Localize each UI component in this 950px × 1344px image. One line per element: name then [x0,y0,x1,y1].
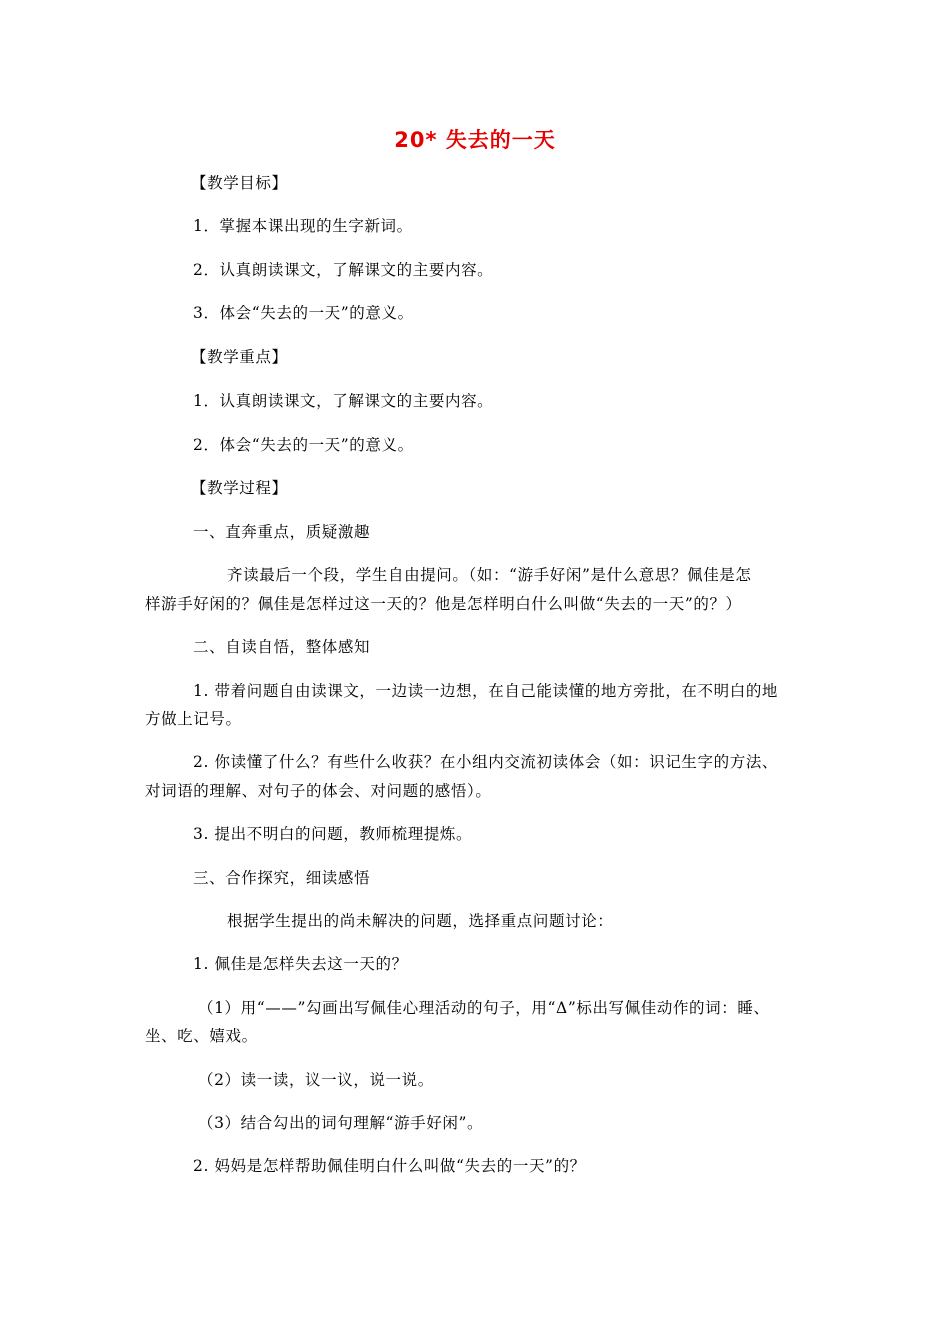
question-item: 2. 妈妈是怎样帮助佩佳明白什么叫做“失去的一天”的？ [193,1157,586,1175]
section-title: 三、合作探究，细读感悟 [193,869,371,887]
question-item: 1. 佩佳是怎样失去这一天的？ [193,955,408,973]
document-title: 20* 失去的一天 [394,128,556,152]
goal-item: 3．体会“失去的一天”的意义。 [193,304,414,322]
list-item-line: 方做上记号。 [145,710,242,728]
list-item-line: 2. 你读懂了什么？有些什么收获？在小组内交流初读体会（如：识记生字的方法、 [193,753,779,771]
list-item-line: 对词语的理解、对句子的体会、对问题的感悟）。 [145,782,492,800]
list-item-line: 1. 带着问题自由读课文，一边读一边想，在自己能读懂的地方旁批，在不明白的地 [193,682,779,700]
paragraph-line: 根据学生提出的尚未解决的问题，选择重点问题讨论： [227,912,614,930]
paragraph-line: 齐读最后一个段，学生自由提问。（如：“游手好闲”是什么意思？佩佳是怎 [227,566,752,584]
goal-item: 1．掌握本课出现的生字新词。 [193,217,413,235]
process-heading: 【教学过程】 [191,479,288,497]
section-title: 一、直奔重点，质疑激趣 [193,523,371,541]
sub-item-line: 坐、吃、嬉戏。 [145,1027,258,1045]
section-title: 二、自读自悟，整体感知 [193,638,371,656]
sub-item-line: （3）结合勾出的词句理解“游手好闲”。 [198,1114,484,1132]
sub-item-line: （2）读一读，议一议，说一说。 [198,1071,434,1089]
goals-heading: 【教学目标】 [191,174,288,192]
paragraph-line: 样游手好闲的？佩佳是怎样过这一天的？他是怎样明白什么叫做“失去的一天”的？） [145,595,742,613]
key-point-item: 2．体会“失去的一天”的意义。 [193,436,414,454]
goal-item: 2．认真朗读课文，了解课文的主要内容。 [193,261,494,279]
list-item-line: 3. 提出不明白的问题，教师梳理提炼。 [193,825,473,843]
key-points-heading: 【教学重点】 [191,348,288,366]
sub-item-line: （1）用“——”勾画出写佩佳心理活动的句子，用“Δ”标出写佩佳动作的词：睡、 [198,999,770,1017]
key-point-item: 1．认真朗读课文，了解课文的主要内容。 [193,392,494,410]
